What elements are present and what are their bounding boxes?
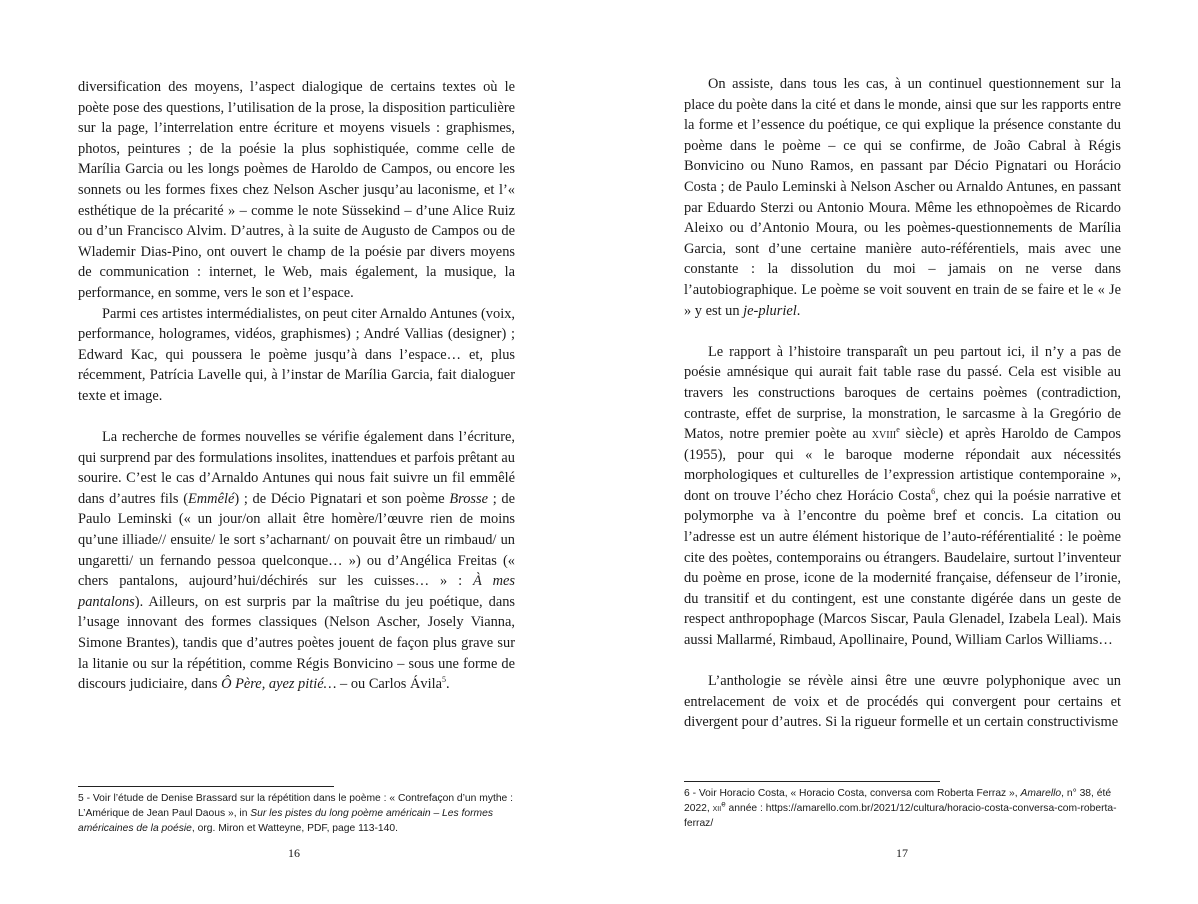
footnote-divider [78,786,334,787]
text-run: ; de Paulo Leminski (« un jour/on allait être homère/l’œuvre rien de moins qu’une illiade// ensuite/ le sort s’acharnant/ on pouvait être un rimbaud/ un ungaretti/ un fernando pessoa quelconque… ») ou d’Angélica Freitas (« chers pantalons, aujourd’hui/déchirés sur les cuisses… » : [78,490,515,590]
page-number: 17 [896,846,908,860]
page-number: 16 [288,846,300,860]
paragraph: L’anthologie se révèle ainsi être une œuvre polyphonique avec un entrelacement de voix et de procédés qui convergent pour certains et divergent pour d’autres. Si la rigueur formelle et un certain constructivisme [684,673,1121,731]
text-run: La recherche de formes nouvelles se vérifie également dans l’écriture, qui surprend par des formulations insolites, inattendues et parfois prêtant au sourire. C’est le cas d’Arnaldo Antunes qui nous fait suivre un fil emmêlé dans d’autres fils ( [78,429,515,507]
text-run: . [445,676,450,693]
italic-title: Sur les pistes du long poème américain – Les formes américaines de la poésie [78,808,493,834]
paragraph [684,342,1121,651]
left-page-body [78,77,515,695]
right-page [599,0,1198,904]
italic-title: À mes pantalons [78,573,515,610]
century-numeral: xviii [871,426,897,443]
text-run: 5 - Voir l’étude de Denise Brassard sur la répétition dans le poème : « Contrefaçon d’un mythe : L’Amérique de Jean Paul Daous », in [78,793,513,819]
text-run: . [796,302,801,319]
footnote [78,786,515,836]
text-run: siècle) et après Haroldo de Campos (1955), pour qui « le baroque moderne répondait aux nécessités morphologiques et culturelles de l’expression artistique contemporaine », dont on trouve l’écho chez Horácio Costa [684,426,1121,504]
italic-title: Emmêlé [188,490,235,507]
italic-title: Amarello [1020,788,1062,799]
footnote-marker[interactable]: 5 [441,675,446,685]
paragraph: Parmi ces artistes intermédialistes, on peut citer Arnaldo Antunes (voix, performance, hologrames, vidéos, graphismes) ; André Vallias (designer) ; Edward Kac, qui poussera le poème jusqu’à dans l’espace… et, plus récemment, Patrícia Lavelle qui, à l’instar de Marília Garcia, fait dialoguer texte et image. [78,305,515,404]
paragraph-gap [684,651,1121,672]
text-run: Le rapport à l’histoire transparaît un peu partout ici, il n’y a pas de poésie amnésique qui aurait fait table rase du passé. Cela est visible au travers les constructions baroques de certains poèmes (contradiction, contraste, effet de surprise, la monstration, le sarcasme à la Gregório de Matos, notre premier poète au [684,343,1121,443]
paragraph-gap [78,407,515,428]
footnote-divider [684,781,940,782]
italic-title: Brosse [449,490,489,507]
text-run: 6 - Voir Horacio Costa, « Horacio Costa, conversa com Roberta Ferraz », [684,788,1021,799]
paragraph [78,427,515,695]
superscript: e [896,425,900,435]
superscript: e [721,799,726,809]
text-run: ). Ailleurs, on est surpris par la maîtrise du jeu poétique, dans l’usage innovant des formes classiques (Nelson Ascher, Josely Vianna, Simone Brantes), tandis que d’autres poètes jouent de façon plus grave sur la litanie ou sur la répétition, comme Régis Bonvicino – sous une forme de discours judiciaire, dans [78,593,515,693]
footnote-link[interactable]: année : https://amarello.com.br/2021/12/cultura/horacio-costa-conversa-com-roberta-ferraz/ [684,803,1117,829]
year-numeral: xii [712,803,722,814]
footnote-marker[interactable]: 6 [931,487,936,497]
text-run: – ou Carlos Ávila [336,676,442,693]
text-run: , org. Miron et Watteyne, PDF, page 113-140. [191,823,398,834]
right-page-body [684,74,1121,733]
text-run: , chez qui la poésie narrative et polymorphe va à l’encontre du poème bref et concis. La citation ou l’adresse est un autre élément historique de l’auto-référentialité : le poème cite des poètes, contemporains ou étrangers. Baudelaire, surtout l’inventeur du poème en prose, icone de la modernité française, défenseur de l’ironie, du transitif et du contingent, est une constante digérée dans un geste de respect anthropophage (Marcos Siscar, Paula Glenadel, Izabela Leal). Mais aussi Mallarmé, Rimbaud, Apollinaire, Pound, William Carlos Williams… [684,487,1121,649]
italic-term: je-pluriel [743,302,797,319]
text-run: On assiste, dans tous les cas, à un continuel questionnement sur la place du poète dans la cité et dans le monde, ainsi que sur les rapports entre la forme et l’essence du poétique, ce qui explique la présence constante du poème dans le poème – ce qui se confirme, de João Cabral à Régis Bonvicino ou Nuno Ramos, en passant par Décio Pignatari ou Horácio Costa ; de Paulo Leminski à Nelson Ascher ou Arnaldo Antunes, en passant par Eduardo Sterzi ou Antonio Moura. Même les ethnopoèmes de Ricardo Aleixo ou d’Antonio Moura, ou les poèmes-questionnements de Marília Garcia, sont d’une certaine manière auto-référentiels, mais avec une constante : la dissolution du moi – jamais on ne verse dans l’autobiographique. Le poème se voit souvent en train de se faire et le « Je » y est un [684,76,1121,319]
paragraph-gap [684,321,1121,342]
footnote [684,781,1121,831]
text-run: , n° 38, été 2022, [684,788,1112,814]
paragraph: diversification des moyens, l’aspect dialogique de certains textes où le poète pose des questions, l’utilisation de la prose, la disposition particulière sur la page, l’interrelation entre écriture et moyens visuels : graphismes, photos, peintures ; de la poésie la plus sophistiquée, comme celle de Marília Garcia ou les longs poèmes de Haroldo de Campos, ou encore les sonnets ou les formes fixes chez Nelson Ascher jusqu’au laconisme, et l’« esthétique de la précarité » – comme le note Süssekind – d’une Alice Ruiz ou d’un Francisco Alvim. D’autres, à la suite de Augusto de Campos ou de Wlademir Dias-Pino, ont ouvert le champ de la poésie par divers moyens de communication : internet, le Web, mais également, la musique, la performance, en somme, vers le son et l’espace. [78,79,515,301]
italic-title: Ô Père, ayez pitié… [221,676,337,693]
paragraph [684,74,1121,321]
text-run: ) ; de Décio Pignatari et son poème [234,490,450,507]
